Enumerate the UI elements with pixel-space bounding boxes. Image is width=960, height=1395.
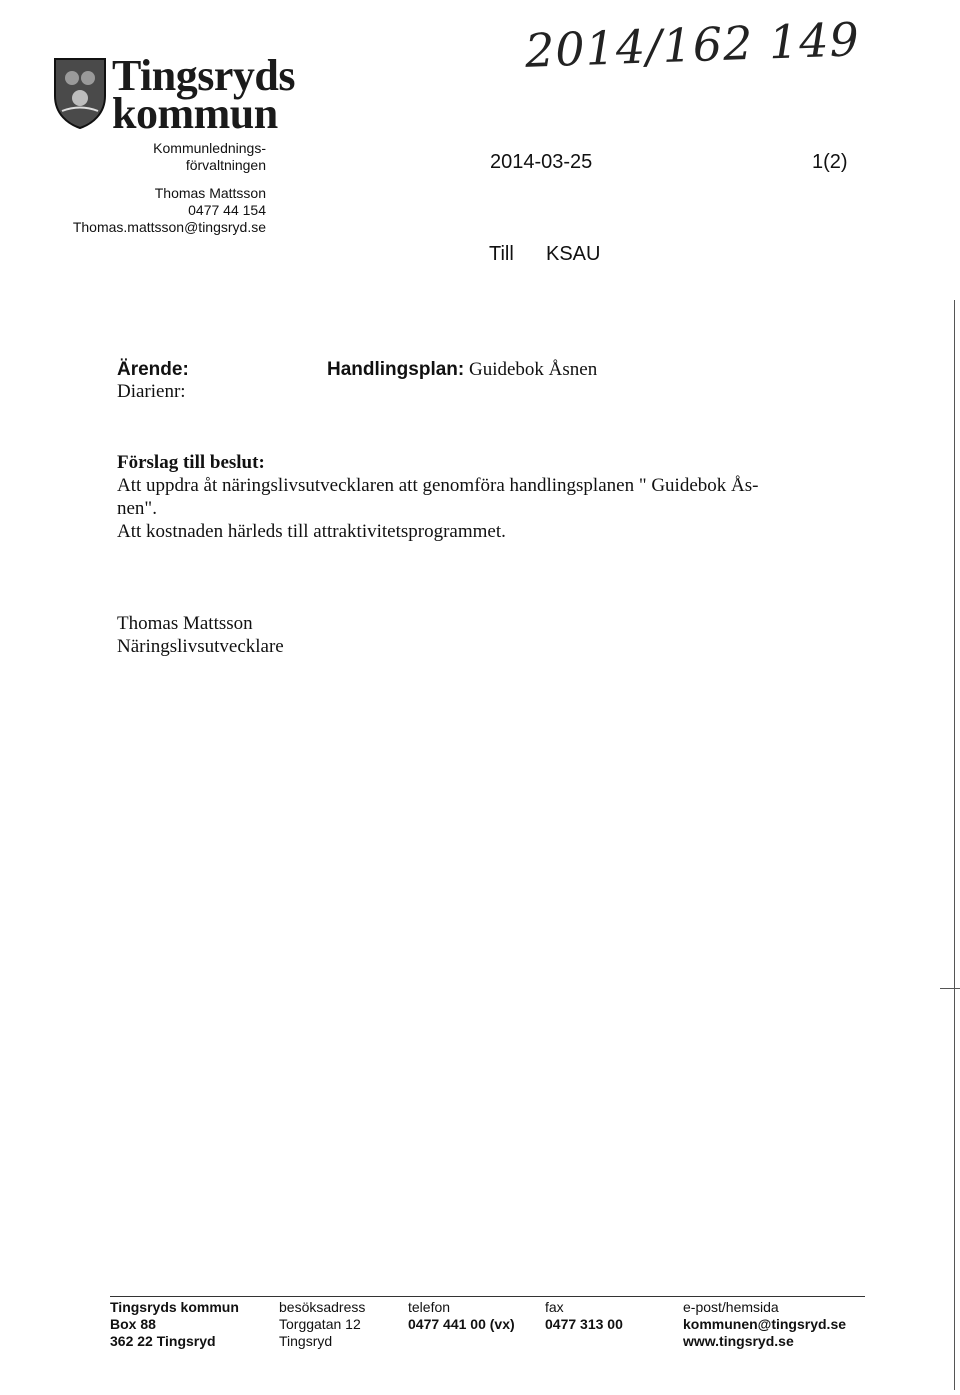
recipient-label: Till bbox=[489, 243, 514, 265]
proposal-line1: Att uppdra åt näringslivsutvecklaren att genomföra handlingsplanen " Guidebok Ås- bbox=[117, 475, 759, 496]
coat-of-arms-icon bbox=[52, 56, 108, 130]
logo-line2: kommun bbox=[112, 89, 278, 138]
footer-col-organisation bbox=[110, 1299, 239, 1350]
footer-col-email-web bbox=[683, 1299, 846, 1350]
footer-col-phone bbox=[408, 1299, 515, 1333]
recipient-value: KSAU bbox=[546, 243, 601, 265]
diarienr-label: Diarienr: bbox=[117, 381, 186, 402]
arende-label: Ärende: bbox=[117, 359, 189, 380]
footer-postal-city: 362 22 Tingsryd bbox=[110, 1333, 216, 1349]
signature-title: Näringslivsutvecklare bbox=[117, 636, 284, 657]
footer-col-visiting-address bbox=[279, 1299, 365, 1350]
department-line1: Kommunlednings- bbox=[153, 140, 266, 156]
footer-visiting-label: besöksadress bbox=[279, 1299, 366, 1315]
matter-title-label: Handlingsplan: bbox=[327, 359, 465, 380]
footer-phone-label: telefon bbox=[408, 1299, 451, 1315]
sender-email: Thomas.mattsson@tingsryd.se bbox=[72, 219, 266, 235]
footer-fax-label: fax bbox=[545, 1299, 564, 1315]
sender-name: Thomas Mattsson bbox=[154, 185, 266, 201]
letter-footer bbox=[110, 1296, 865, 1357]
scan-edge-line bbox=[954, 300, 955, 1390]
matter-title bbox=[327, 359, 597, 381]
logo-line1: Tingsryds bbox=[112, 51, 295, 100]
signature-name: Thomas Mattsson bbox=[117, 613, 253, 634]
scan-edge-mark bbox=[940, 988, 960, 989]
footer-email-label: e-post/hemsida bbox=[683, 1299, 779, 1315]
municipality-logo bbox=[52, 51, 295, 138]
proposal-heading: Förslag till beslut: bbox=[117, 452, 265, 473]
footer-city: Tingsryd bbox=[279, 1333, 333, 1349]
footer-phone-number: 0477 441 00 (vx) bbox=[408, 1316, 515, 1332]
footer-org-name: Tingsryds kommun bbox=[110, 1299, 239, 1315]
sender-contact bbox=[73, 185, 266, 236]
sender-department bbox=[153, 140, 266, 174]
handwritten-registration-note: 2014/162 149 bbox=[524, 12, 861, 78]
proposal-line2: nen". bbox=[117, 498, 157, 519]
footer-street: Torggatan 12 bbox=[279, 1316, 361, 1332]
footer-fax-number: 0477 313 00 bbox=[545, 1316, 623, 1332]
document-date: 2014-03-25 bbox=[490, 151, 593, 173]
proposal-line3: Att kostnaden härleds till attraktivitetsprogrammet. bbox=[117, 521, 506, 542]
department-line2: förvaltningen bbox=[185, 157, 266, 173]
footer-website: www.tingsryd.se bbox=[683, 1333, 794, 1349]
footer-col-fax bbox=[545, 1299, 623, 1333]
page-number: 1(2) bbox=[812, 151, 848, 173]
sender-phone: 0477 44 154 bbox=[188, 202, 266, 218]
footer-email: kommunen@tingsryd.se bbox=[683, 1316, 847, 1332]
matter-title-value: Guidebok Åsnen bbox=[468, 359, 598, 380]
footer-po-box: Box 88 bbox=[110, 1316, 156, 1332]
